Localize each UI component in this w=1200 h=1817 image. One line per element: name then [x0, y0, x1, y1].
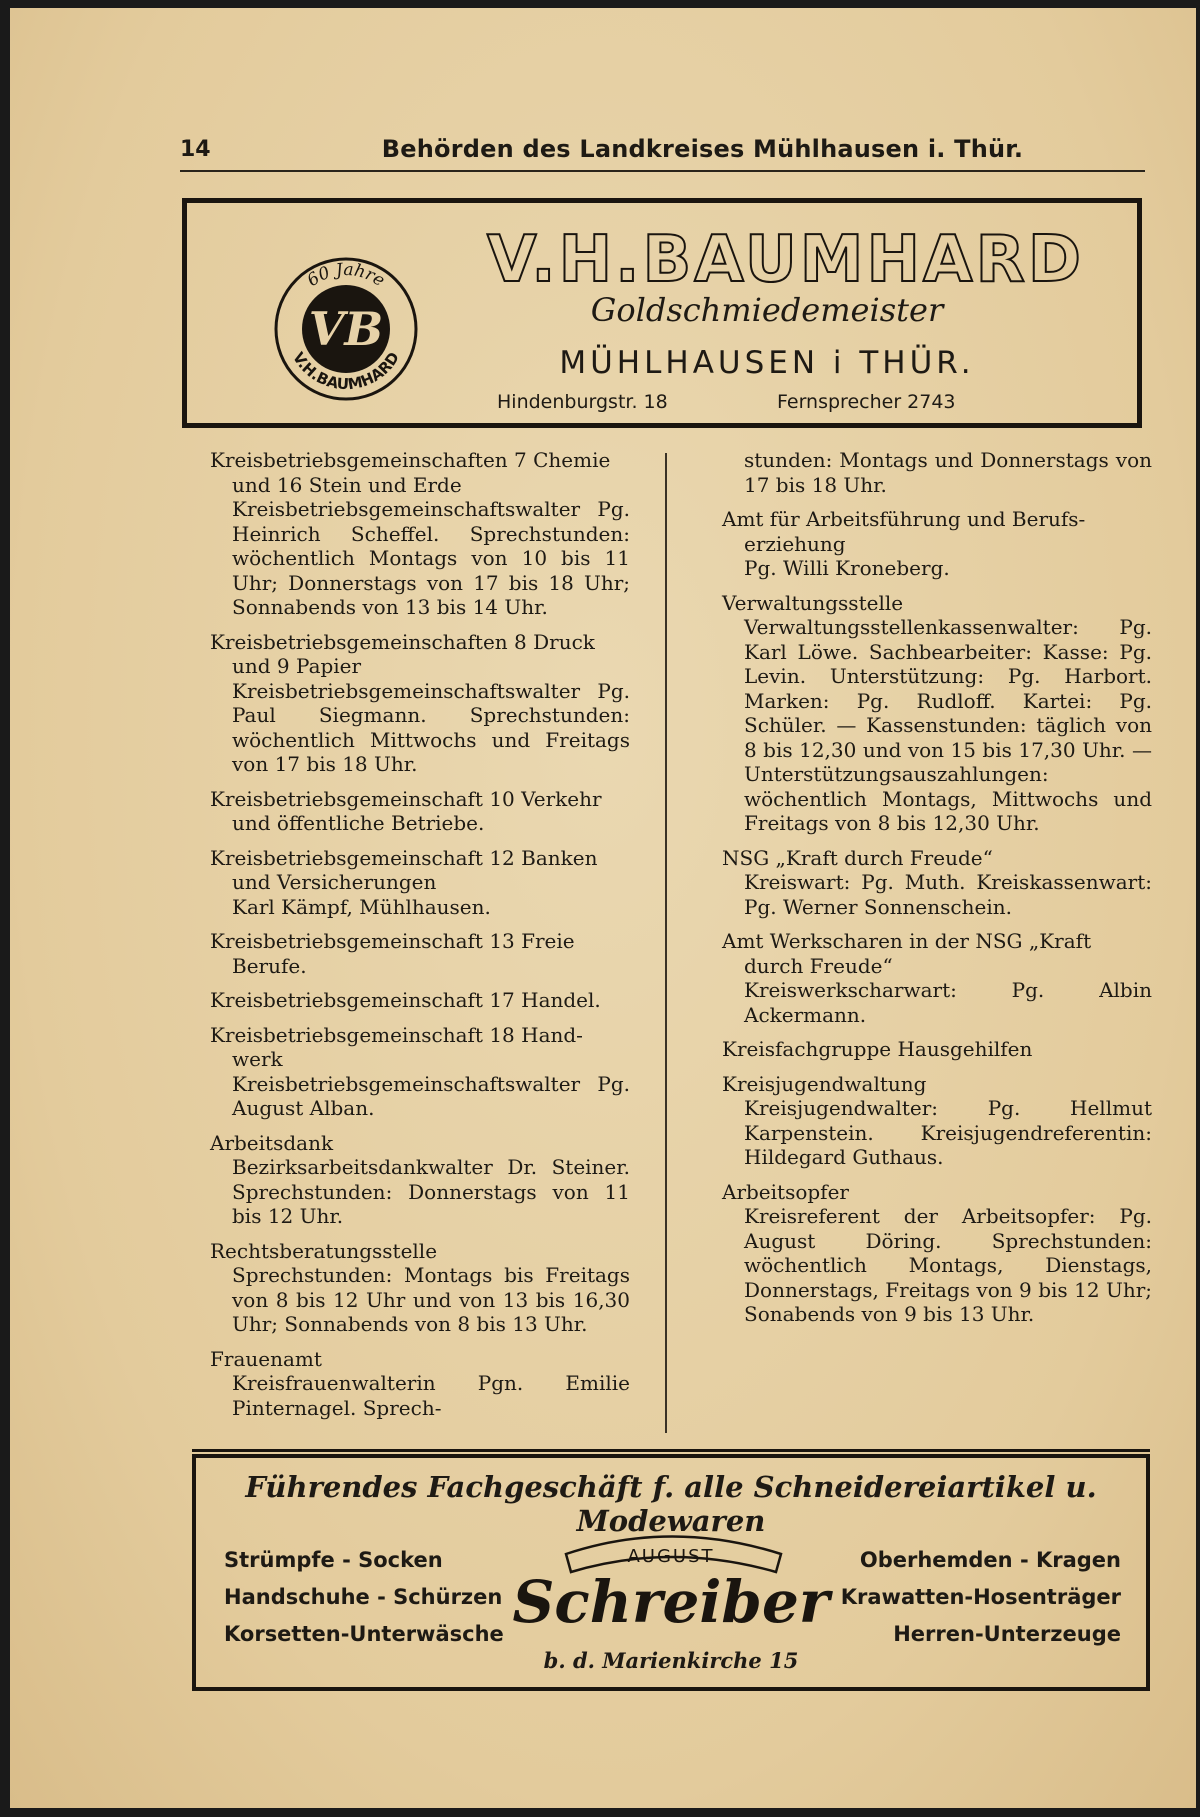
- entry-heading: Kreisbetriebsgemeinschaft 10 Verkehr: [210, 786, 602, 811]
- entry-continuation: und Versicherungen: [232, 870, 437, 894]
- schreiber-logo-icon: [491, 1524, 851, 1634]
- directory-entry: [722, 1072, 1152, 1170]
- entry-details: Kreisbetriebsgemeinschaftswalter Pg. August Alban.: [232, 1071, 630, 1120]
- ad-city: MÜHLHAUSEN i THÜR.: [559, 345, 975, 381]
- entry-details: Kreiswart: Pg. Muth. Kreiskassenwart: Pg. Werner Sonnenschein.: [744, 870, 1152, 919]
- entry-heading: Kreisbetriebsgemeinschaft 13 Freie: [210, 929, 575, 953]
- ad-left-line: Handschuhe - Schürzen: [224, 1585, 503, 1609]
- ad-bottom-rule: [192, 1449, 1150, 1452]
- ad-subtitle: Goldschmiedemeister: [590, 291, 944, 329]
- entry-details: Kreisfrauenwalterin Pgn. Emilie Pinternagel. Sprech-: [232, 1371, 630, 1420]
- entry-heading: Amt Werkscharen in der NSG „Kraft: [722, 929, 1092, 953]
- ad-left-products: [224, 1542, 504, 1653]
- entry-continuation: durch Freude“: [744, 953, 893, 978]
- entry-heading: Arbeitsdank: [210, 1130, 334, 1155]
- logo-banner-text: AUGUST: [627, 1546, 715, 1567]
- entry-details: Sprechstunden: Montags bis Freitags von 8 bis 12 Uhr und von 13 bis 16,30 Uhr; Sonnabends von 8 bis 13 Uhr.: [232, 1263, 630, 1336]
- ad-shop-address: b. d. Marienkirche 15: [543, 1648, 799, 1673]
- entry-heading: Verwaltungsstelle: [722, 590, 904, 615]
- entry-continuation: und 9 Papier: [232, 654, 362, 678]
- entry-heading: Kreisbetriebsgemeinschaften 7 Chemie: [210, 448, 611, 472]
- entry-continuation: stunden: Montags und Donnerstags von 17 bis 18 Uhr.: [744, 448, 1152, 497]
- page-number: 14: [180, 136, 211, 162]
- directory-entry: [210, 1023, 630, 1121]
- directory-entry: [210, 1239, 630, 1337]
- entry-heading: Arbeitsopfer: [722, 1179, 849, 1204]
- entry-details: Kreisjugendwalter: Pg. Hellmut Karpenstein. Kreisjugendreferentin: Hildegard Guthaus.: [744, 1096, 1152, 1169]
- directory-entry: [210, 846, 630, 920]
- entry-continuation: und 16 Stein und Erde: [232, 472, 462, 497]
- entry-continuation: werk: [232, 1047, 283, 1071]
- directory-entry: [210, 929, 630, 978]
- seal-top-text: 60 Jahre: [303, 259, 389, 291]
- entry-details: Bezirksarbeitsdankwalter Dr. Steiner. Sprechstunden: Donnerstags von 11 bis 12 Uhr.: [232, 1155, 630, 1228]
- directory-entry: [722, 929, 1152, 1027]
- ad-right-products: [841, 1542, 1121, 1653]
- entry-heading: Kreisbetriebsgemeinschaft 18 Hand-: [210, 1022, 583, 1047]
- anniversary-seal-icon: [272, 255, 420, 403]
- directory-entry: [210, 988, 630, 1013]
- directory-entry: [210, 787, 630, 836]
- entry-details: Kreisreferent der Arbeitsopfer: Pg. August Döring. Sprechstunden: wöchentlich Montags, Dienstags, Donnerstags, Freitags von 9 bis 12 Uhr; Sonabends von 9 bis 13 Uhr.: [744, 1204, 1152, 1326]
- page-header: [180, 132, 1145, 166]
- entry-details: Verwaltungsstellenkassenwalter: Pg. Karl Löwe. Sachbearbeiter: Kasse: Pg. Levin. Unterstützung: Pg. Harbort. Marken: Pg. Rudloff. Kartei: Pg. Schüler. — Kassenstunden: täglich von 8 bis 12,30 und von 15 bis 17,30 Uhr. — Unterstützungsauszahlungen: wöchentlich Montags, Mittwochs und Freitags von 8 bis 12,30 Uhr.: [744, 615, 1152, 835]
- directory-entry: [722, 591, 1152, 836]
- entry-heading: Rechtsberatungsstelle: [210, 1238, 438, 1263]
- entry-heading: Kreisbetriebsgemeinschaft 12 Banken: [210, 845, 598, 870]
- entry-details: Karl Kämpf, Mühlhausen.: [232, 894, 491, 919]
- entry-heading: Frauenamt: [210, 1346, 322, 1371]
- directory-entry: [722, 846, 1152, 920]
- ad-headline: Führendes Fachgeschäft f. alle Schneidereiartikel u. Modewaren: [245, 1470, 1097, 1538]
- directory-entry: [210, 1131, 630, 1229]
- entry-heading: Kreisbetriebsgemeinschaften 8 Druck: [210, 629, 595, 654]
- ad-phone: Fernsprecher 2743: [777, 391, 956, 413]
- left-column: [210, 448, 630, 1430]
- directory-entry: [722, 507, 1152, 581]
- ad-right-line: Herren-Unterzeuge: [893, 1622, 1121, 1646]
- entry-heading: Amt für Arbeitsführung und Berufs-: [722, 507, 1086, 531]
- directory-entry: [210, 448, 630, 620]
- schreiber-advertisement: [192, 1454, 1150, 1691]
- ad-address: Hindenburgstr. 18: [497, 391, 668, 413]
- logo-name-text: Schreiber: [512, 1568, 830, 1634]
- ad-right-line: Krawatten-Hosenträger: [840, 1585, 1121, 1609]
- header-rule: [180, 170, 1145, 172]
- column-divider: [665, 453, 667, 1433]
- seal-bottom-text: V.H.BAUMHARD: [288, 348, 404, 394]
- entry-continuation: und öffentliche Betriebe.: [232, 811, 485, 835]
- ad-left-line: Korsetten-Unterwäsche: [224, 1622, 504, 1646]
- directory-entry: [210, 1347, 630, 1421]
- running-title: Behörden des Landkreises Mühlhausen i. Thür.: [381, 135, 1024, 163]
- directory-entry: [722, 448, 1152, 497]
- directory-entry: [210, 630, 630, 777]
- page: [10, 8, 1196, 1808]
- right-column: [722, 448, 1152, 1337]
- entry-continuation: erziehung: [744, 531, 846, 556]
- baumhard-advertisement: [182, 198, 1142, 428]
- entry-heading: Kreisjugendwaltung: [722, 1071, 927, 1096]
- entry-heading: Kreisbetriebsgemeinschaft 17 Handel.: [210, 988, 601, 1012]
- directory-entry: [722, 1037, 1152, 1062]
- directory-entry: [722, 1180, 1152, 1327]
- entry-details: Kreiswerkscharwart: Pg. Albin Ackermann.: [744, 978, 1152, 1027]
- entry-details: Kreisbetriebsgemeinschaftswalter Pg. Paul Siegmann. Sprechstunden: wöchentlich Mittwochs und Freitags von 17 bis 18 Uhr.: [232, 678, 630, 776]
- ad-right-line: Oberhemden - Kragen: [859, 1548, 1121, 1572]
- entry-heading: Kreisfachgruppe Hausgehilfen: [722, 1037, 1033, 1061]
- entry-details: Pg. Willi Kroneberg.: [744, 556, 950, 580]
- ad-left-line: Strümpfe - Socken: [224, 1548, 443, 1572]
- entry-heading: NSG „Kraft durch Freude“: [722, 845, 993, 870]
- entry-continuation: Berufe.: [232, 953, 307, 978]
- ad-title: V.H.BAUMHARD: [487, 223, 1084, 297]
- entry-details: Kreisbetriebsgemeinschaftswalter Pg. Heinrich Scheffel. Sprechstunden: wöchentlich Montags von 10 bis 11 Uhr; Donnerstags von 17 bis 18 Uhr; Sonnabends von 13 bis 14 Uhr.: [232, 497, 630, 619]
- svg-text:VB: VB: [308, 302, 384, 356]
